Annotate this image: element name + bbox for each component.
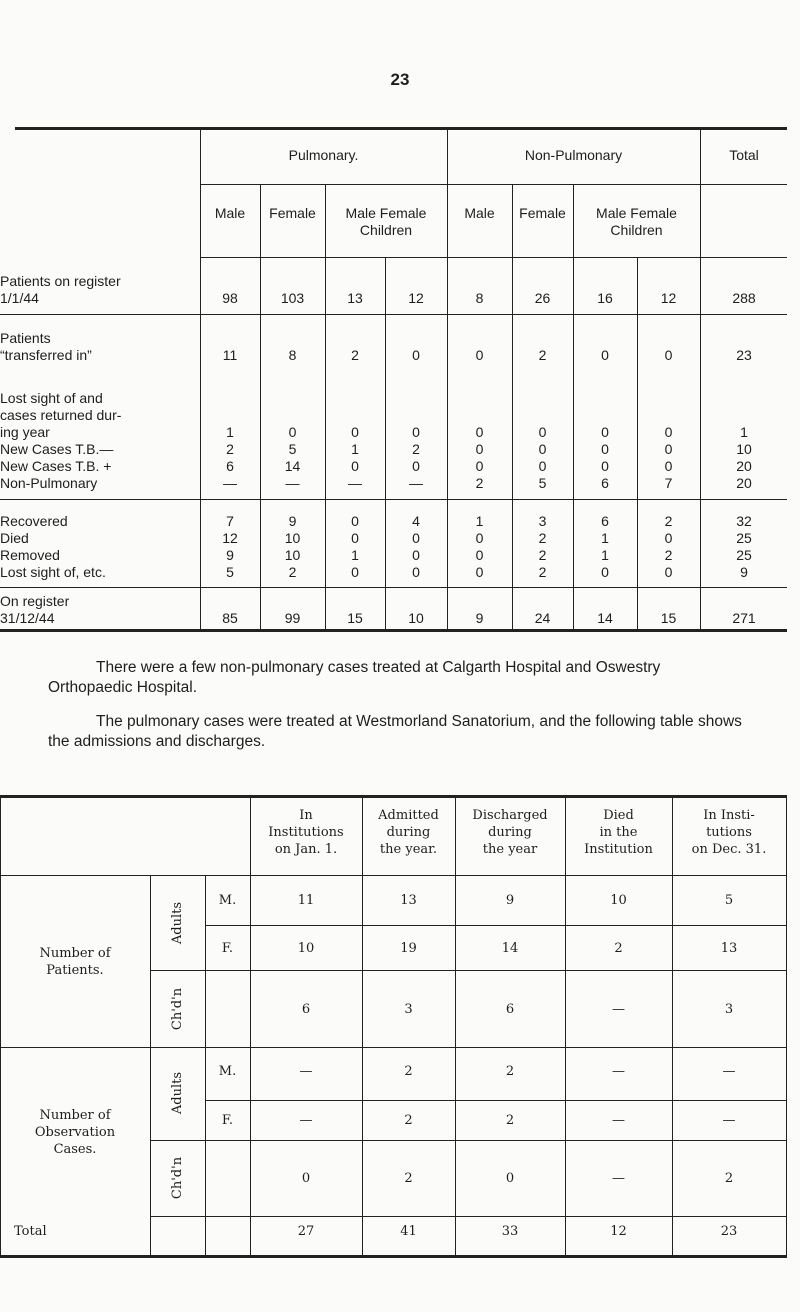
table-cell: 41 (400, 1224, 417, 1239)
table-rule (0, 499, 787, 500)
table-rule (0, 795, 786, 798)
table-rule (150, 875, 151, 1258)
adults-label: Adults (170, 1071, 185, 1115)
subheader-male: Male (464, 205, 495, 221)
table-cell: — (612, 1002, 625, 1017)
table-rule (150, 1140, 786, 1141)
table-cell: 12 (660, 290, 677, 306)
table-cell: 0 (601, 347, 609, 363)
header-non-pulmonary: Non-Pulmonary (524, 147, 623, 163)
table-cell: 3 (538, 513, 547, 529)
table-cell: 0 (664, 564, 673, 580)
table-cell: 5 (226, 564, 234, 580)
table-cell: 2 (351, 347, 359, 363)
table-cell: 2 (505, 1064, 515, 1079)
table-cell: 1 (601, 530, 609, 546)
col-header-discharged: Discharged during the year (472, 808, 548, 857)
table-cell: 0 (664, 424, 673, 440)
table-rule (0, 629, 787, 632)
subheader-male-female: Male Female (345, 205, 427, 221)
table-rule (200, 257, 787, 258)
subheader-children: Children (359, 222, 413, 238)
table-cell: — (409, 475, 423, 491)
table-cell: 0 (664, 458, 673, 474)
table-cell: 12 (610, 1224, 627, 1239)
table-rule (200, 184, 787, 185)
note-paragraph: There were a few non-pulmonary cases treated at Calgarth Hospital and Oswestry Orthopaedic Hospital. (48, 659, 661, 696)
table-cell: 5 (288, 441, 297, 457)
table-cell: 0 (412, 547, 420, 563)
section-patients-label: Number of Patients. (39, 946, 111, 978)
row-label: Lost sight of and cases returned dur- ing year (0, 390, 122, 440)
table-cell: 19 (400, 941, 417, 956)
table-cell: 10 (610, 893, 627, 908)
table-cell: 7 (664, 475, 673, 491)
table-cell: 10 (284, 530, 301, 546)
table-cell: 0 (412, 564, 420, 580)
table-cell: 0 (288, 424, 297, 440)
table-rule (672, 795, 673, 1258)
table-cell: 288 (732, 290, 756, 306)
table-cell: 9 (475, 610, 484, 626)
table-cell: 1 (351, 547, 359, 563)
table-cell: — (612, 1113, 625, 1128)
table-cell: 271 (732, 610, 756, 626)
children-label: Ch'd'n (170, 1156, 185, 1200)
table-cell: — (612, 1064, 625, 1079)
row-label: Patients on register 1/1/44 (0, 273, 121, 306)
table-cell: 10 (297, 941, 315, 956)
page-number: 23 (390, 70, 410, 89)
table-cell: 0 (475, 424, 484, 440)
table-cell: 11 (297, 893, 315, 908)
table-cell: 3 (404, 1002, 413, 1017)
table-cell: 14 (501, 941, 519, 956)
table-cell: 0 (412, 530, 420, 546)
table-cell: 0 (664, 530, 673, 546)
table-cell: 11 (222, 347, 238, 363)
table-cell: — (223, 475, 237, 491)
col-header-jan: In Institutions on Jan. 1. (268, 808, 344, 857)
table-cell: 13 (347, 290, 363, 306)
table-cell: 2 (226, 441, 234, 457)
table-cell: 2 (505, 1113, 515, 1128)
male-label: M. (218, 1064, 237, 1079)
table-rule (0, 1047, 786, 1048)
table-cell: 0 (505, 1171, 515, 1186)
table-cell: 2 (538, 347, 547, 363)
table-cell: 12 (222, 530, 238, 546)
table-cell: 0 (351, 530, 359, 546)
row-label: Lost sight of, etc. (0, 564, 106, 580)
header-total: Total (729, 147, 759, 163)
admissions-discharges-table (0, 795, 800, 1239)
table-cell: 2 (288, 564, 297, 580)
table-cell: 0 (475, 530, 484, 546)
table-cell: 2 (412, 441, 420, 457)
table-rule (565, 795, 566, 1258)
table-cell: 0 (301, 1171, 311, 1186)
table-cell: 6 (601, 475, 609, 491)
subheader-female: Female (269, 205, 316, 221)
table-cell: 0 (475, 347, 484, 363)
table-cell: 6 (301, 1002, 311, 1017)
subheader-male: Male (214, 205, 246, 221)
table-cell: 25 (736, 530, 752, 546)
table-cell: 2 (538, 530, 547, 546)
table-cell: 0 (351, 513, 359, 529)
table-cell: 0 (412, 458, 420, 474)
cases-summary-table (0, 127, 788, 632)
note-paragraph: The pulmonary cases were treated at Westmorland Sanatorium, and the following table shows the admissions and discharges. (48, 713, 742, 750)
table-cell: — (612, 1171, 625, 1186)
table-cell: 10 (284, 547, 301, 563)
table-cell: 0 (412, 347, 420, 363)
table-cell: 2 (724, 1171, 734, 1186)
table-rule (786, 795, 787, 1258)
table-cell: 13 (720, 941, 738, 956)
table-cell: 0 (601, 458, 609, 474)
col-header-admitted: Admitted during the year. (378, 808, 439, 857)
table-cell: 0 (475, 564, 484, 580)
table-cell: 9 (226, 547, 234, 563)
table-cell: 1 (475, 513, 484, 529)
table-cell: 0 (664, 441, 673, 457)
row-label: New Cases T.B.— (0, 441, 114, 457)
table-cell: 2 (664, 547, 673, 563)
table-cell: 20 (736, 458, 752, 474)
row-label: Recovered (0, 513, 68, 529)
header-pulmonary: Pulmonary. (288, 147, 359, 163)
table-cell: 0 (475, 547, 484, 563)
table-cell: 2 (538, 547, 547, 563)
row-label: On register 31/12/44 (0, 593, 70, 626)
table-cell: — (722, 1113, 736, 1128)
table-rule (205, 925, 786, 926)
table-cell: 9 (505, 893, 515, 908)
table-cell: 32 (736, 513, 752, 529)
col-header-died: Died in the Institution (584, 808, 653, 857)
table-cell: 25 (736, 547, 752, 563)
table-cell: 8 (288, 347, 297, 363)
table-cell: 0 (351, 424, 359, 440)
table-rule (455, 795, 456, 1258)
table-cell: 1 (601, 547, 609, 563)
table-cell: 0 (601, 424, 609, 440)
col-header-dec: In Insti- tutions on Dec. 31. (691, 808, 767, 857)
table-cell: 10 (736, 441, 752, 457)
table-rule (0, 875, 786, 876)
table-rule (0, 587, 787, 588)
table-cell: 0 (351, 564, 359, 580)
table-cell: 99 (284, 610, 301, 626)
table-cell: 9 (288, 513, 297, 529)
subheader-female: Female (519, 205, 566, 221)
table-cell: 0 (351, 458, 359, 474)
table-rule (0, 795, 1, 1258)
table-cell: 0 (601, 441, 609, 457)
table-cell: — (722, 1064, 736, 1079)
table-cell: 1 (226, 424, 234, 440)
table-cell: 2 (614, 941, 623, 956)
table-cell: 3 (724, 1002, 734, 1017)
table-cell: 23 (720, 1224, 738, 1239)
table-cell: — (299, 1064, 313, 1079)
table-cell: — (348, 475, 362, 491)
table-cell: 0 (475, 441, 484, 457)
total-label: Total (14, 1224, 47, 1239)
table-cell: 2 (664, 513, 673, 529)
table-rule (0, 314, 787, 315)
table-cell: 20 (736, 475, 752, 491)
table-cell: 0 (664, 347, 673, 363)
row-label: Patients “transferred in” (0, 330, 92, 363)
table-cell: — (285, 475, 300, 491)
table-cell: 13 (400, 893, 417, 908)
table-rule (250, 795, 251, 1258)
table-cell: 85 (222, 610, 238, 626)
table-cell: 10 (408, 610, 424, 626)
section-observation-label: Number of Observation Cases. (34, 1108, 116, 1157)
table-rule (15, 127, 787, 130)
table-cell: 9 (740, 564, 748, 580)
table-cell: 0 (538, 441, 547, 457)
table-cell: 33 (501, 1224, 519, 1239)
subheader-children: Children (610, 222, 663, 238)
table-cell: 23 (736, 347, 752, 363)
table-cell: 2 (538, 564, 547, 580)
table-cell: 0 (412, 424, 420, 440)
table-cell: 14 (597, 610, 613, 626)
table-cell: 2 (475, 475, 484, 491)
table-cell: 2 (404, 1171, 413, 1186)
table-cell: 26 (534, 290, 551, 306)
adults-label: Adults (170, 901, 185, 945)
table-cell: 5 (724, 893, 734, 908)
table-cell: 6 (226, 458, 234, 474)
male-label: M. (218, 893, 237, 908)
row-label: Removed (0, 547, 60, 563)
table-cell: 8 (475, 290, 484, 306)
row-label: Died (0, 530, 29, 546)
table-cell: 15 (347, 610, 363, 626)
row-label: Non-Pulmonary (0, 475, 98, 491)
table-cell: 16 (597, 290, 613, 306)
table-rule (0, 1255, 786, 1258)
table-rule (205, 1100, 786, 1101)
table-cell: 0 (475, 458, 484, 474)
female-label: F. (221, 1113, 234, 1128)
table-cell: 12 (408, 290, 424, 306)
table-cell: 1 (351, 441, 359, 457)
table-cell: 2 (404, 1113, 413, 1128)
children-label: Ch'd'n (170, 987, 185, 1031)
table-cell: 0 (538, 458, 547, 474)
table-cell: 0 (601, 564, 609, 580)
table-rule (150, 1216, 786, 1217)
table-cell: 103 (280, 290, 305, 306)
table-cell: 5 (538, 475, 547, 491)
table-cell: 1 (740, 424, 748, 440)
female-label: F. (221, 941, 234, 956)
table-cell: 4 (412, 513, 420, 529)
table-cell: 27 (297, 1224, 315, 1239)
table-cell: 98 (222, 290, 238, 306)
table-rule (150, 970, 786, 971)
table-cell: 24 (534, 610, 551, 626)
table-rule (362, 795, 363, 1258)
subheader-male-female: Male Female (596, 205, 677, 221)
table-cell: 6 (505, 1002, 515, 1017)
table-cell: — (299, 1113, 313, 1128)
table-cell: 6 (601, 513, 609, 529)
table-cell: 15 (660, 610, 677, 626)
table-cell: 14 (284, 458, 301, 474)
table-cell: 2 (404, 1064, 413, 1079)
table-cell: 7 (226, 513, 234, 529)
table-cell: 0 (538, 424, 547, 440)
row-label: New Cases T.B. + (0, 458, 112, 474)
